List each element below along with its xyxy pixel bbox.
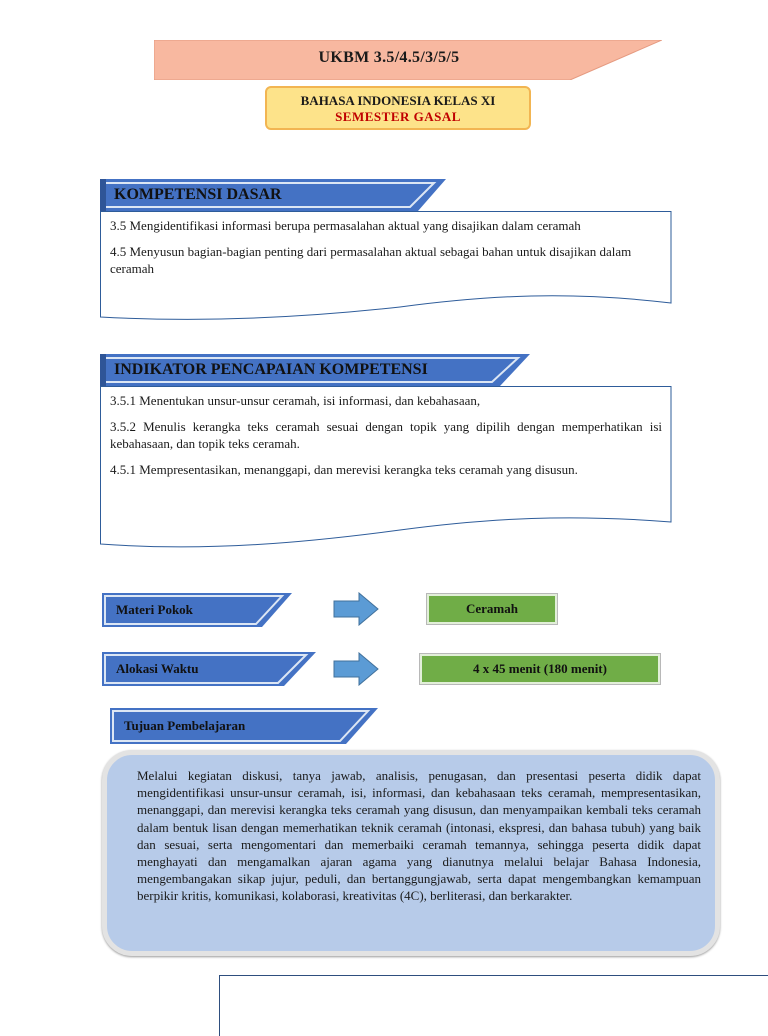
arrow-right-icon	[333, 652, 379, 686]
list-item: 3.5.2 Menulis kerangka teks ceramah sesuai dengan topik yang dipilih dengan memperhatikan isi kebahasaan, dan topik teks ceramah.	[110, 419, 662, 451]
alokasi-waktu-value: 4 x 45 menit (180 menit)	[420, 654, 660, 684]
semester-label: SEMESTER GASAL	[335, 109, 461, 124]
list-item: 4.5.1 Mempresentasikan, menanggapi, dan merevisi kerangka teks ceramah yang disusun.	[110, 462, 578, 477]
list-item: 3.5 Mengidentifikasi informasi berupa permasalahan aktual yang disajikan dalam ceramah	[110, 218, 581, 233]
tujuan-header	[110, 708, 378, 744]
tujuan-heading: Tujuan Pembelajaran	[124, 718, 246, 733]
subject-title: BAHASA INDONESIA KELAS XI	[300, 93, 496, 108]
list-item: 3.5.1 Menentukan unsur-unsur ceramah, isi informasi, dan kebahasaan,	[110, 393, 481, 408]
list-item: 4.5 Menyusun bagian-bagian penting dari permasalahan aktual sebagai bahan untuk disajikan dalam ceramah	[110, 244, 632, 276]
indikator-list	[110, 392, 662, 487]
kompetensi-dasar-list	[110, 217, 662, 286]
title-banner	[154, 40, 662, 80]
kompetensi-dasar-box	[100, 211, 672, 325]
materi-pokok-tag	[102, 593, 292, 627]
kompetensi-dasar-heading: KOMPETENSI DASAR	[114, 186, 282, 203]
next-section-frame	[219, 975, 768, 1036]
indikator-header	[100, 354, 530, 386]
kompetensi-dasar-header	[100, 179, 446, 211]
page-title: UKBM 3.5/4.5/3/5/5	[318, 49, 460, 66]
alokasi-waktu-tag	[102, 652, 316, 686]
tujuan-text: Melalui kegiatan diskusi, tanya jawab, analisis, penugasan, dan presentasi peserta didik dapat mengidentifikasi unsur-unsur ceramah, isi, informasi, dan kebahasaan teks ceramah, mempresentasikan, menanggapi, dan merevisi kerangka teks ceramah yang disusun, dan menyampaikan kembali teks ceramah dalam bentuk lisan dengan memerhatikan teknik ceramah (intonasi, ekspresi, dan bahasa tubuh) yang baik dan sesuai, serta mengomentari dan memerbaiki ceramah temannya, sehingga peserta didik dapat menghayati dan mengamalkan ajaran agama yang dianutnya melalui belajar Bahasa Indonesia, mengembangakan sikap jujur, peduli, dan bertanggungjawab, serta dapat mengembangkan kemampuan berpikir kritis, komunikasi, kolaborasi, kreativitas (4C), berliterasi, dan berkarakter.	[137, 768, 701, 904]
arrow-right-icon	[333, 592, 379, 626]
indikator-heading: INDIKATOR PENCAPAIAN KOMPETENSI	[114, 361, 428, 378]
subject-box	[265, 86, 531, 130]
indikator-box	[100, 386, 672, 556]
alokasi-waktu-label: Alokasi Waktu	[116, 661, 199, 676]
materi-pokok-label: Materi Pokok	[116, 602, 193, 617]
materi-pokok-value: Ceramah	[427, 594, 557, 624]
tujuan-box	[102, 750, 720, 956]
